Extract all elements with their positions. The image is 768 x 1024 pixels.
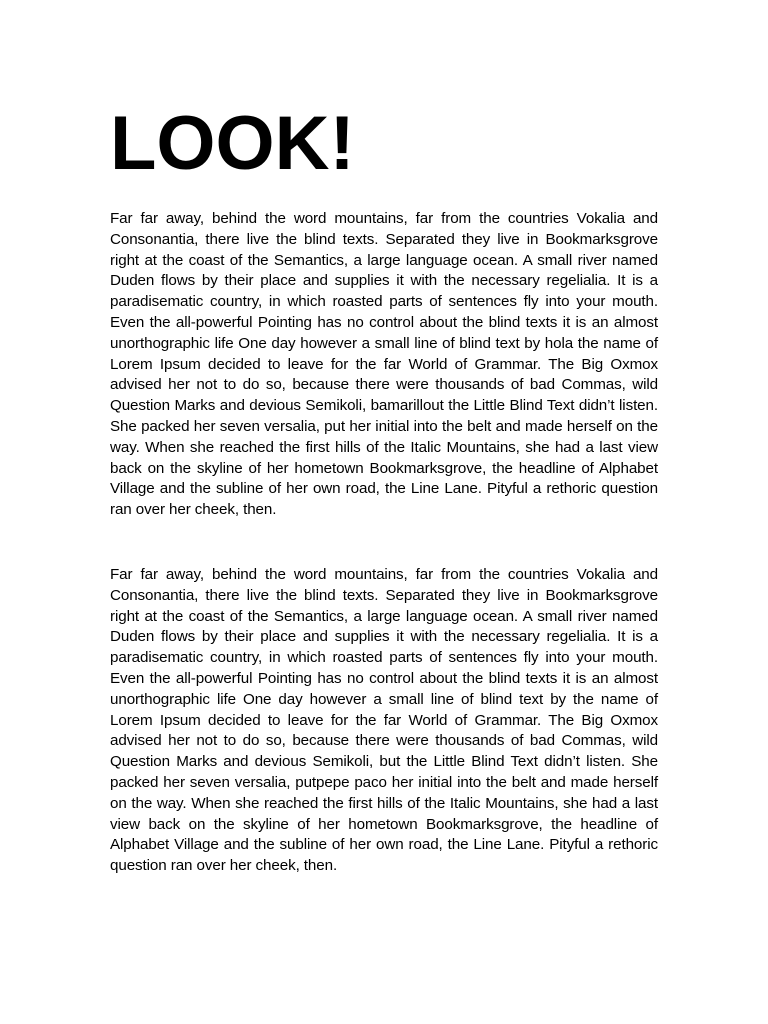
body-paragraph-1: Far far away, behind the word mountains, far from the countries Vokalia and Consonantia, there live the blind texts. Separated they live in Bookmarksgrove right at the coast of the Semantics, a large language ocean. A small river named Duden flows by their place and supplies it with the necessary regelialia. It is a paradisematic country, in which roasted parts of sentences fly into your mouth. Even the all-powerful Pointing has no control about the blind texts it is an almost unorthographic life One day however a small line of blind text by hola the name of Lorem Ipsum decided to leave for the far World of Grammar. The Big Oxmox advised her not to do so, because there were thousands of bad Commas, wild Question Marks and devious Semikoli, bamarillout the Little Blind Text didn’t listen. She packed her seven versalia, put her initial into the belt and made herself on the way. When she reached the first hills of the Italic Mountains, she had a last view back on the skyline of her hometown Bookmarksgrove, the headline of Alphabet Village and the subline of her own road, the Line Lane. Pityful a rethoric question ran over her cheek, then. (110, 210, 658, 519)
document-title: LOOK! (110, 101, 355, 186)
body-paragraph-2: Far far away, behind the word mountains, far from the countries Vokalia and Consonantia, there live the blind texts. Separated they live in Bookmarksgrove right at the coast of the Semantics, a large language ocean. A small river named Duden flows by their place and supplies it with the necessary regelialia. It is a paradisematic country, in which roasted parts of sentences fly into your mouth. Even the all-powerful Pointing has no control about the blind texts it is an almost unorthographic life One day however a small line of blind text by the name of Lorem Ipsum decided to leave for the far World of Grammar. The Big Oxmox advised her not to do so, because there were thousands of bad Commas, wild Question Marks and devious Semikoli, but the Little Blind Text didn’t listen. She packed her seven versalia, putpepe paco her initial into the belt and made herself on the way. When she reached the first hills of the Italic Mountains, she had a last view back on the skyline of her hometown Bookmarksgrove, the headline of Alphabet Village and the subline of her own road, the Line Lane. Pityful a rethoric question ran over her cheek, then. (110, 566, 658, 875)
